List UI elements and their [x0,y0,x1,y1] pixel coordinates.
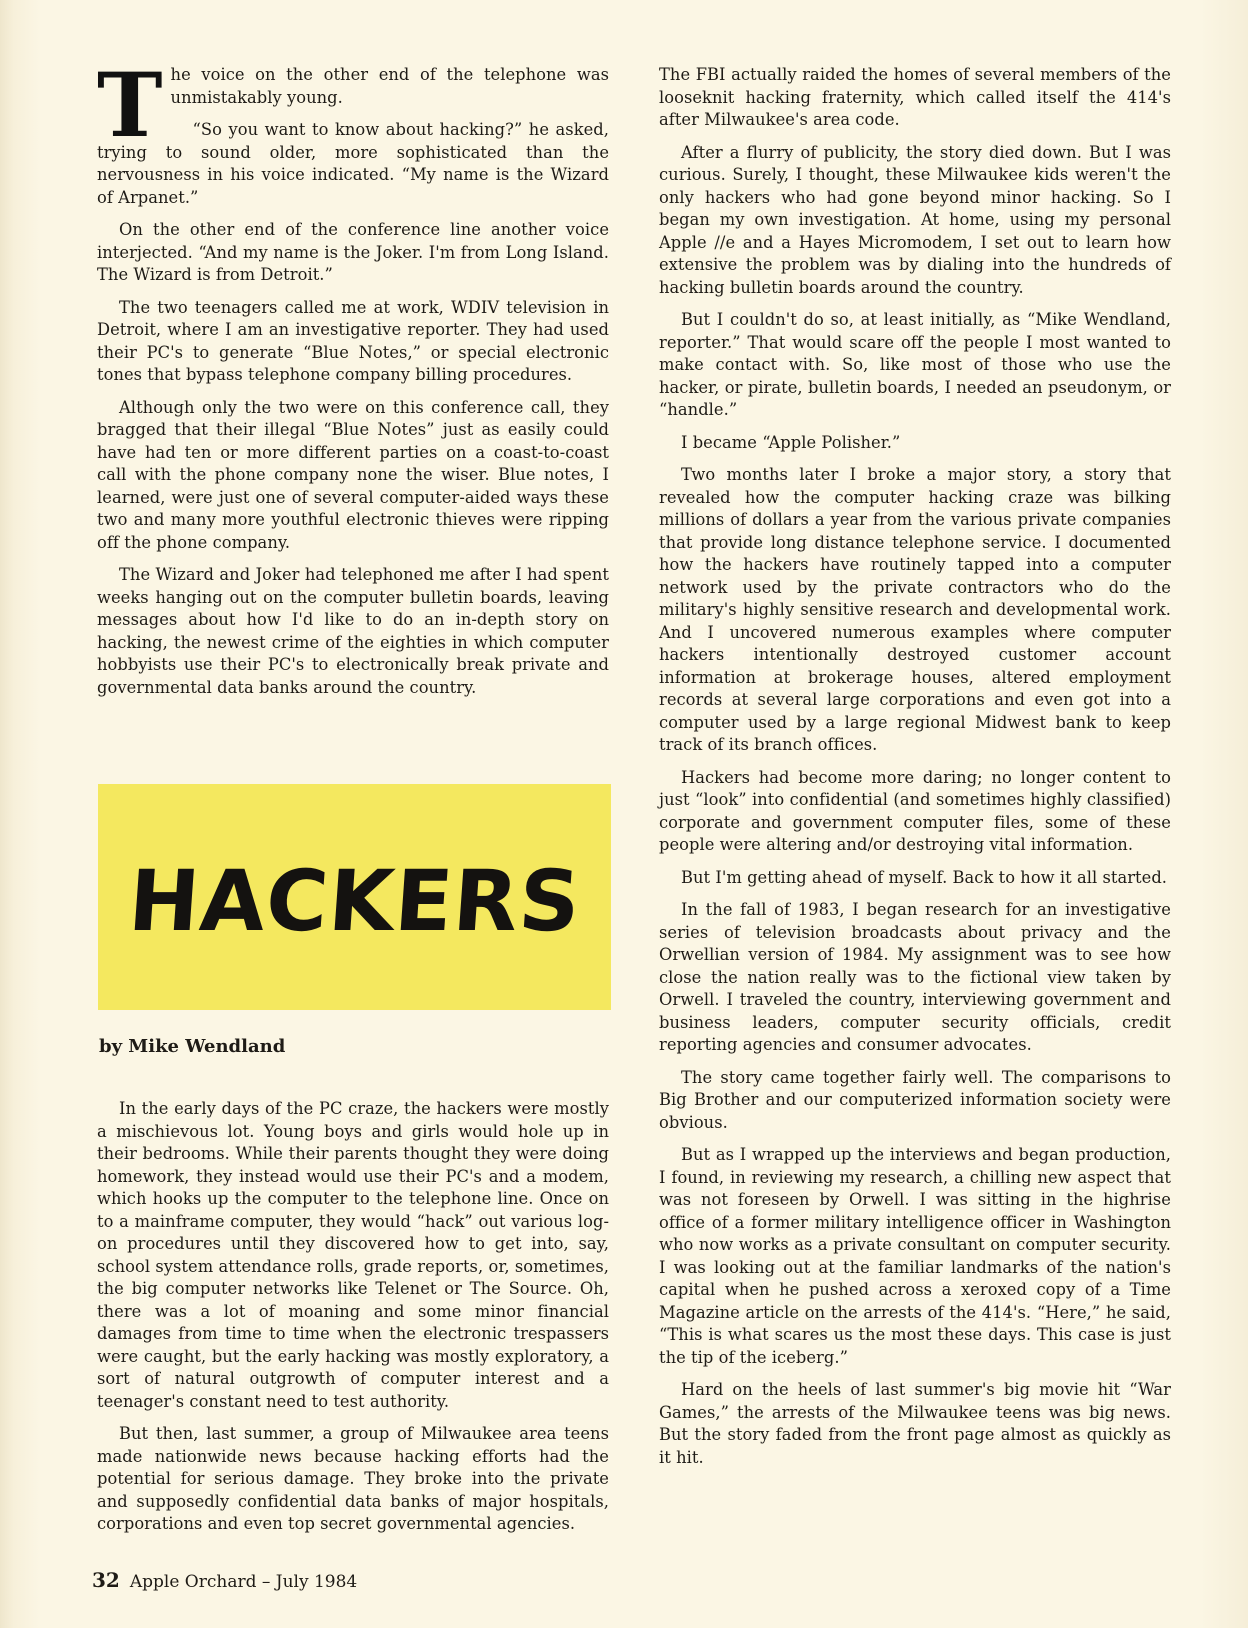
page-number: 32 [92,1568,120,1592]
page-footer [92,1568,357,1592]
left-column-bottom [97,1098,609,1546]
paragraph: On the other end of the conference line another voice interjected. “And my name is the Joker. I'm from Long Island. The Wizard is from Detroit.” [97,220,609,284]
paragraph: The Wizard and Joker had telephoned me after I had spent weeks hanging out on the computer bulletin boards, leaving messages about how I'd like to do an in-depth story on hacking, the newest crime of the eighties in which computer hobbyists use their PC's to electronically break private and governmental data banks around the country. [97,565,609,697]
paragraph: The story came together fairly well. The comparisons to Big Brother and our computerized information society were obvious. [659,1067,1171,1132]
article-title: HACKERS [125,852,584,950]
byline: by Mike Wendland [99,1036,286,1057]
publication-info: Apple Orchard – July 1984 [129,1572,358,1592]
paragraph: The two teenagers called me at work, WDIV television in Detroit, where I am an investigative reporter. They had used their PC's to generate “Blue Notes,” or special electronic tones that bypass telephone company billing procedures. [97,297,609,384]
paragraph: I became “Apple Polisher.” [681,432,901,452]
opening-text: he voice on the other end of the telephone was unmistakably young. [170,65,609,107]
paragraph: In the fall of 1983, I began research for an investigative series of television broadcasts about privacy and the Orwellian version of 1984. My assignment was to see how close the nation really was to the fictional view taken by Orwell. I traveled the country, interviewing government and business leaders, computer security officials, credit reporting agencies and consumer advocates. [659,900,1171,1054]
paragraph: But I couldn't do so, at least initially, as “Mike Wendland, reporter.” That would scare off the people I most wanted to make contact with. So, like most of those who use the hacker, or pirate, bulletin boards, I needed an pseudonym, or “handle.” [659,310,1171,419]
opening-paragraph [97,53,609,157]
paragraph: Hard on the heels of last summer's big movie hit “War Games,” the arrests of the Milwaukee teens was big news. But the story faded from the front page almost as quickly as it hit. [659,1380,1171,1467]
paragraph: Two months later I broke a major story, a story that revealed how the computer hacking craze was bilking millions of dollars a year from the various private companies that provide long distance telephone service. I documented how the hackers have routinely tapped into a computer network used by the private contractors who do the military's highly sensitive research and developmental work. And I uncovered numerous examples where computer hackers intentionally destroyed customer account information at brokerage houses, altered employment records at several large corporations and even got into a computer used by a large regional Midwest bank to keep track of its branch offices. [659,465,1171,754]
paragraph: “So you want to know about hacking?” he asked, trying to sound older, more sophisticated than the nervousness in his voice indicated. “My name is the Wizard of Arpanet.” [97,120,609,207]
paragraph: Hackers had become more daring; no longer content to just “look” into confidential (and sometimes highly classified) corporate and government computer files, some of these people were altering and/or destroying vital information. [659,767,1171,854]
paragraph: In the early days of the PC craze, the hackers were mostly a mischievous lot. Young boys and girls would hole up in their bedrooms. While their parents thought they were doing homework, they instead would use their PC's and a modem, which hooks up the computer to the telephone line. Once on to a mainframe computer, they would “hack” out various log-on procedures until they discovered how to get into, say, school system attendance rolls, grade reports, or, sometimes, the big computer networks like Telenet or The Source. Oh, there was a lot of moaning and some minor financial damages from time to time when the electronic trespassers were caught, but the early hacking was mostly exploratory, a sort of natural outgrowth of computer interest and a teenager's constant need to test authority. [97,1099,609,1411]
title-banner [98,784,611,1010]
paragraph: But then, last summer, a group of Milwaukee area teens made nationwide news because hacking efforts had the potential for serious damage. They broke into the private and supposedly confidential data banks of major hospitals, corporations and even top secret governmental agencies. [97,1424,609,1533]
left-column-top [97,53,609,709]
drop-cap: T [97,53,163,157]
right-column [659,64,1171,1479]
paragraph: But I'm getting ahead of myself. Back to how it all started. [681,867,1168,887]
paragraph: But as I wrapped up the interviews and began production, I found, in reviewing my research, a chilling new aspect that was not foreseen by Orwell. I was sitting in the highrise office of a former military intelligence officer in Washington who now works as a private consultant on computer security. I was looking out at the familiar landmarks of the nation's capital when he pushed across a xeroxed copy of a Time Magazine article on the arrests of the 414's. “Here,” he said, “This is what scares us the most these days. This case is just the tip of the iceberg.” [659,1145,1171,1367]
paragraph: After a flurry of publicity, the story died down. But I was curious. Surely, I thought, these Milwaukee kids weren't the only hackers who had gone beyond minor hacking. So I began my own investigation. At home, using my personal Apple //e and a Hayes Micromodem, I set out to learn how extensive the problem was by dialing into the hundreds of hacking bulletin boards around the country. [659,142,1171,297]
paragraph: The FBI actually raided the homes of several members of the looseknit hacking fraternity, which called itself the 414's after Milwaukee's area code. [659,65,1171,129]
paragraph: Although only the two were on this conference call, they bragged that their illegal “Blue Notes” just as easily could have had ten or more different parties on a coast-to-coast call with the phone company none the wiser. Blue notes, I learned, were just one of several computer-aided ways these two and many more youthful electronic thieves were ripping off the phone company. [97,397,609,552]
